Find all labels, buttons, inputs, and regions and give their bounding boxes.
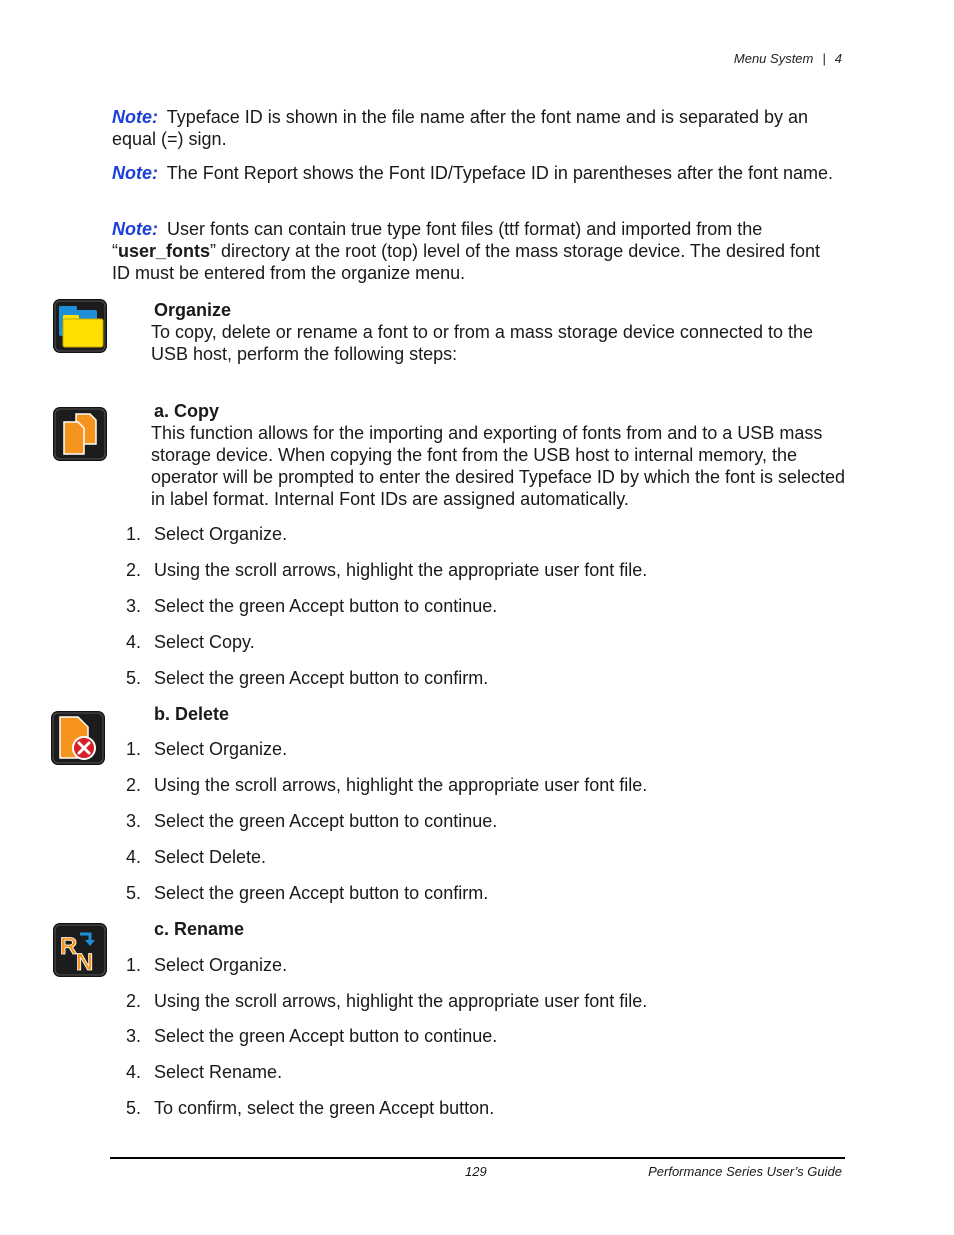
delete-step — [126, 774, 647, 796]
step-number: 3. — [126, 596, 142, 616]
step-text: Select Delete. — [154, 847, 267, 867]
note-label: Note: — [112, 107, 158, 127]
step-number: 2. — [126, 560, 142, 580]
step-text: Select the green Accept button to continue. — [154, 1026, 498, 1046]
step-text: Select Organize. — [154, 955, 288, 975]
step-text: Using the scroll arrows, highlight the appropriate user font file. — [154, 991, 648, 1011]
step-number: 5. — [126, 1098, 142, 1118]
running-header — [734, 51, 842, 66]
step-number: 4. — [126, 1062, 142, 1082]
folders-icon — [52, 298, 108, 354]
page-number: 129 — [465, 1164, 487, 1179]
rename-step — [126, 1097, 494, 1119]
note-bold-term: user_fonts — [118, 241, 211, 261]
note-typeface-id — [112, 106, 842, 150]
note-label: Note: — [112, 163, 158, 183]
step-number: 5. — [126, 668, 142, 688]
note-text: The Font Report shows the Font ID/Typeface ID in parentheses after the font name. — [166, 163, 834, 183]
delete-step — [126, 810, 497, 832]
copy-step — [126, 523, 287, 545]
note-label: Note: — [112, 219, 158, 239]
step-number: 2. — [126, 775, 142, 795]
svg-text:N: N — [76, 949, 94, 976]
svg-text:R: R — [60, 933, 78, 960]
rename-step — [126, 1061, 282, 1083]
footer-title: Performance Series User’s Guide — [648, 1164, 842, 1179]
header-separator: | — [822, 51, 826, 66]
step-number: 3. — [126, 1026, 142, 1046]
note-user-fonts — [112, 218, 842, 284]
copy-files-icon — [52, 406, 108, 462]
step-number: 4. — [126, 847, 142, 867]
section-title-organize: Organize — [154, 300, 232, 320]
header-section: Menu System — [733, 51, 814, 66]
rename-step — [126, 954, 287, 976]
note-text-after: ” directory at the root (top) level of the mass storage device. The desired font ID must be entered from the organize menu. — [112, 241, 821, 283]
step-number: 2. — [126, 991, 142, 1011]
step-number: 1. — [126, 955, 142, 975]
delete-file-icon — [50, 710, 106, 766]
step-text: Using the scroll arrows, highlight the appropriate user font file. — [154, 775, 648, 795]
step-text: Select Copy. — [154, 632, 255, 652]
step-number: 1. — [126, 524, 142, 544]
rename-step — [126, 990, 647, 1012]
step-number: 1. — [126, 739, 142, 759]
rename-icon — [52, 922, 108, 978]
step-text: Using the scroll arrows, highlight the appropriate user font file. — [154, 560, 648, 580]
step-text: Select the green Accept button to continue. — [154, 596, 498, 616]
note-text-before: User fonts can contain true type font files (ttf format) and imported from the “ — [112, 219, 763, 261]
step-text: Select Organize. — [154, 524, 288, 544]
section-title-copy: a. Copy — [154, 401, 220, 421]
step-number: 3. — [126, 811, 142, 831]
copy-description: This function allows for the importing and exporting of fonts from and to a USB mass storage device. When copying the font from the USB host to internal memory, the operator will be prompted to enter the desired Typeface ID by which the font is selected in label format. Internal Font IDs are assigned automatically. — [151, 423, 846, 509]
copy-step — [126, 559, 647, 581]
step-number: 5. — [126, 883, 142, 903]
delete-step — [126, 882, 488, 904]
section-title-rename: c. Rename — [154, 919, 245, 939]
delete-step — [126, 738, 287, 760]
section-title-delete: b. Delete — [154, 704, 230, 724]
step-text: Select the green Accept button to confirm. — [154, 883, 489, 903]
header-chapter: 4 — [834, 51, 842, 66]
note-font-report — [112, 162, 842, 184]
copy-step — [126, 667, 488, 689]
step-number: 4. — [126, 632, 142, 652]
step-text: Select Organize. — [154, 739, 288, 759]
step-text: Select the green Accept button to confirm. — [154, 668, 489, 688]
copy-step — [126, 631, 255, 653]
copy-step — [126, 595, 497, 617]
organize-description: To copy, delete or rename a font to or from a mass storage device connected to the USB host, perform the following steps: — [151, 322, 814, 364]
step-text: Select Rename. — [154, 1062, 283, 1082]
delete-step — [126, 846, 266, 868]
step-text: Select the green Accept button to continue. — [154, 811, 498, 831]
note-text: Typeface ID is shown in the file name after the font name and is separated by an equal (=) sign. — [112, 107, 809, 149]
rename-step — [126, 1025, 497, 1047]
footer-divider — [110, 1157, 845, 1159]
step-text: To confirm, select the green Accept button. — [154, 1098, 495, 1118]
